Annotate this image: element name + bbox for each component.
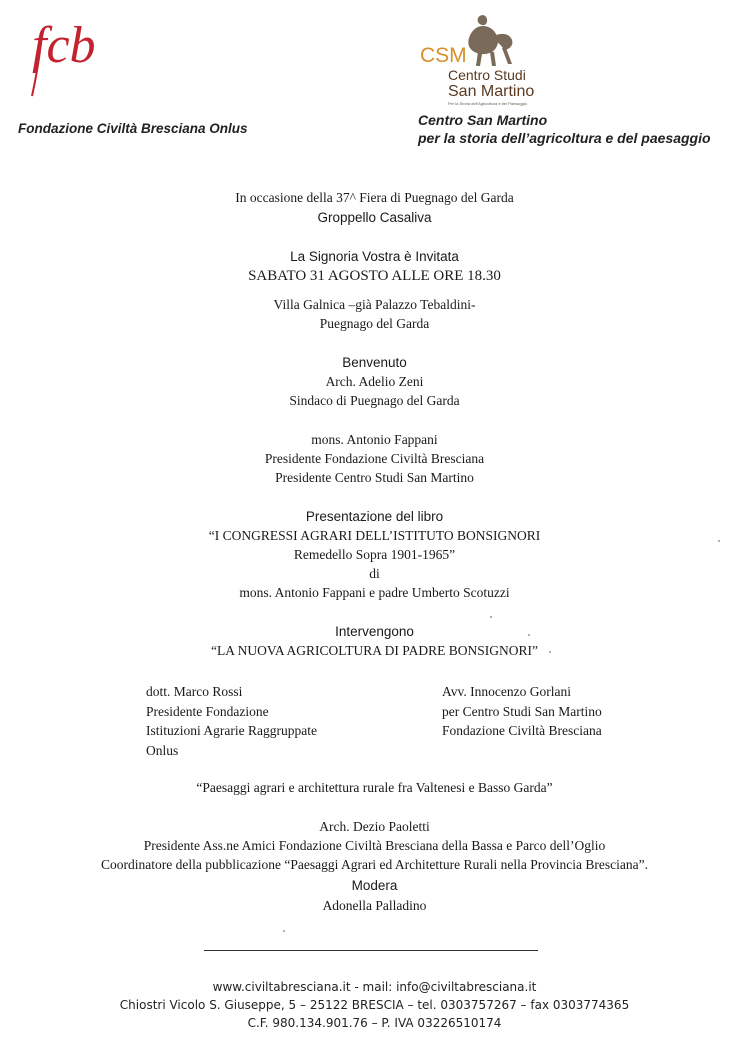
talk-role1: Presidente Ass.ne Amici Fondazione Civiltà Bresciana della Bassa e Parco dell’Oglio xyxy=(143,838,606,853)
scan-speck xyxy=(528,634,530,636)
fappani-role1: Presidente Fondazione Civiltà Bresciana xyxy=(264,451,485,466)
fcb-logo xyxy=(18,10,108,100)
csm-logo xyxy=(418,10,558,110)
moderator-name: Adonella Palladino xyxy=(322,898,427,913)
book-by: di xyxy=(369,566,380,581)
book-title2: Remedello Sopra 1901-1965” xyxy=(293,547,456,562)
footer-tax-ids: C.F. 980.134.901.76 – P. IVA 03226510174 xyxy=(247,1016,502,1030)
scan-speck xyxy=(718,540,720,542)
talk-speaker: Arch. Dezio Paoletti xyxy=(319,819,430,834)
speaker-right-line: per Centro Studi San Martino xyxy=(442,703,602,719)
fcb-foundation-name: Fondazione Civiltà Bresciana Onlus xyxy=(18,121,248,136)
talk-title: “Paesaggi agrari e architettura rurale fra Valtenesi e Basso Garda” xyxy=(196,780,553,795)
speaker-left-line: Onlus xyxy=(146,742,179,758)
footer-divider xyxy=(204,950,538,951)
talk-role2: Coordinatore della pubblicazione “Paesaggi Agrari ed Architetture Rurali nella Provincia Bresciana”. xyxy=(101,857,648,872)
book-heading: Presentazione del libro xyxy=(305,509,444,524)
csm-logo-tagline: Per la Storia dell'Agricoltura e del Paesaggio xyxy=(448,101,528,106)
moderator-heading: Modera xyxy=(351,878,398,893)
csm-logo-line2: San Martino xyxy=(448,83,535,100)
fappani-role2: Presidente Centro Studi San Martino xyxy=(275,470,474,485)
speaker-left-line: Istituzioni Agrarie Raggruppate xyxy=(146,723,317,738)
speaker-right xyxy=(442,682,602,741)
scan-speck xyxy=(549,651,551,653)
welcome-name: Arch. Adelio Zeni xyxy=(325,374,424,389)
footer-web-mail: www.civiltabresciana.it - mail: info@civiltabresciana.it xyxy=(212,980,537,994)
speaker-right-line: Avv. Innocenzo Gorlani xyxy=(442,684,571,699)
speaker-left-line: dott. Marco Rossi xyxy=(146,684,243,699)
date-line: SABATO 31 AGOSTO ALLE ORE 18.30 xyxy=(248,268,501,284)
speakers-topic: “LA NUOVA AGRICOLTURA DI PADRE BONSIGNORI” xyxy=(211,643,538,658)
place-line: Groppello Casaliva xyxy=(317,210,432,225)
fcb-logo-text: fcb xyxy=(32,17,96,74)
fappani-name: mons. Antonio Fappani xyxy=(311,432,438,447)
speaker-left-line: Presidente Fondazione xyxy=(146,703,269,719)
occasion-line: In occasione della 37^ Fiera di Puegnago del Garda xyxy=(235,190,514,205)
csm-name-line1: Centro San Martino xyxy=(418,112,548,128)
footer-address: Chiostri Vicolo S. Giuseppe, 5 – 25122 BRESCIA – tel. 0303757267 – fax 0303774365 xyxy=(119,998,630,1012)
csm-center-name xyxy=(418,111,711,147)
book-title1: “I CONGRESSI AGRARI DELL’ISTITUTO BONSIGNORI xyxy=(208,528,541,543)
welcome-heading: Benvenuto xyxy=(342,355,407,370)
statue-icon xyxy=(468,15,512,66)
scan-speck xyxy=(490,616,492,618)
csm-logo-line1: Centro Studi xyxy=(448,67,526,83)
speaker-right-line: Fondazione Civiltà Bresciana xyxy=(442,723,602,738)
csm-logo-letters: CSM xyxy=(420,44,467,67)
welcome-role: Sindaco di Puegnago del Garda xyxy=(289,393,460,408)
csm-name-line2: per la storia dell’agricoltura e del paesaggio xyxy=(418,130,711,146)
invited-line: La Signoria Vostra è Invitata xyxy=(290,249,459,264)
speaker-left xyxy=(146,682,317,760)
speakers-heading: Intervengono xyxy=(335,624,414,639)
book-authors: mons. Antonio Fappani e padre Umberto Scotuzzi xyxy=(239,585,510,600)
venue-line1: Villa Galnica –già Palazzo Tebaldini- xyxy=(273,297,476,312)
scan-speck xyxy=(283,930,285,932)
venue-line2: Puegnago del Garda xyxy=(319,316,430,331)
